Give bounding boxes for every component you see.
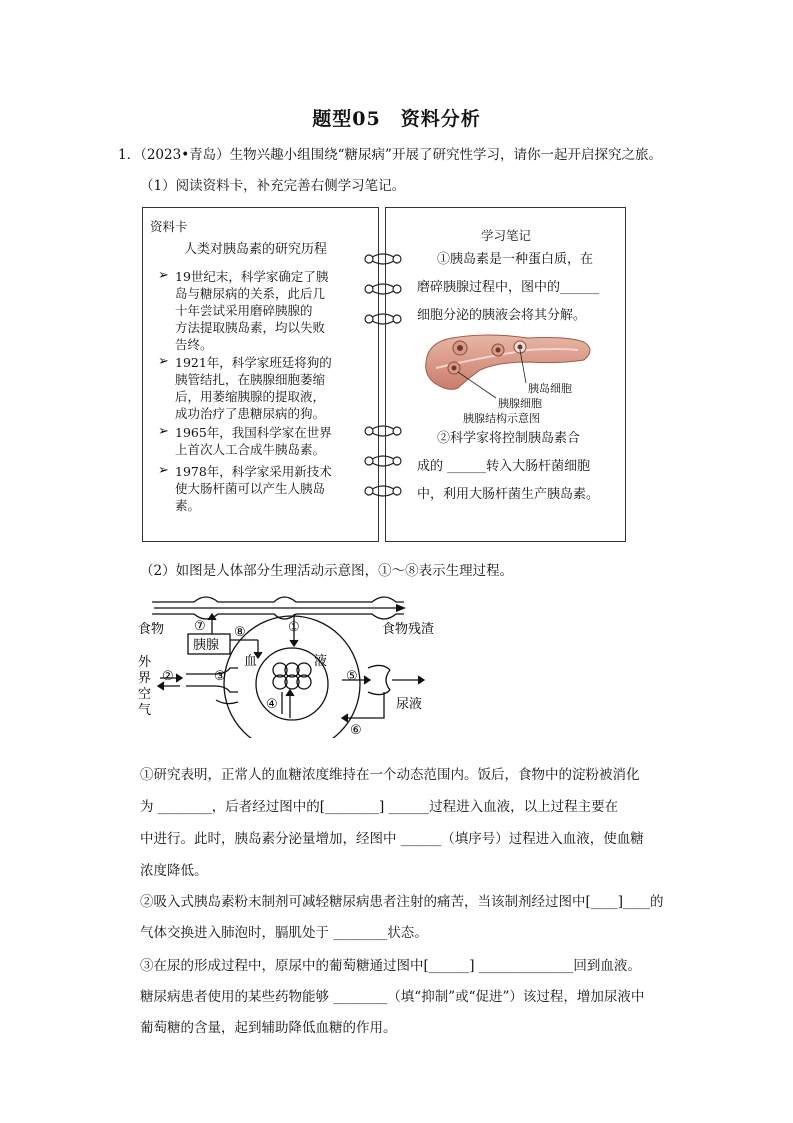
- data-card-item-line: 19世纪末，科学家确定了胰: [175, 269, 329, 284]
- bullet-icon: ➢: [158, 424, 169, 439]
- binder-rings: [355, 245, 415, 505]
- notes-line-2: 磨碎胰腺过程中，图中的______: [417, 280, 600, 295]
- ring: [365, 314, 401, 324]
- answer-line-8: 糖尿病患者使用的某些药物能够 ________（填“抑制”或“促进”）该过程，增加尿液中: [140, 989, 645, 1005]
- data-card-item-line: 1921年，科学家班廷将狗的: [175, 355, 332, 370]
- blood-label-2: 液: [314, 654, 328, 669]
- process-6: ⑥: [350, 723, 362, 738]
- study-notes-header: 学习笔记: [481, 228, 532, 243]
- food-label: 食物: [138, 622, 165, 637]
- bullet-icon: ➢: [158, 268, 169, 283]
- page-title: 题型05 资料分析: [312, 108, 481, 130]
- notes-line-1: ①胰岛素是一种蛋白质，在: [437, 252, 594, 267]
- pancreas-caption: 胰腺结构示意图: [463, 412, 540, 425]
- ring: [365, 254, 401, 264]
- data-card-item-line: 成功治疗了患糖尿病的狗。: [175, 406, 326, 421]
- data-card-item-line: 上首次人工合成牛胰岛素。: [175, 442, 326, 457]
- ring: [365, 426, 401, 436]
- answer-line-9: 葡萄糖的含量，起到辅助降低血糖的作用。: [140, 1020, 397, 1036]
- data-card-item-line: 方法提取胰岛素，均以失败: [175, 320, 326, 335]
- bullet-icon: ➢: [158, 463, 169, 478]
- outside-air-2: 界: [138, 671, 152, 686]
- data-card-item-line: 1965年，我国科学家在世界: [175, 425, 332, 440]
- part1-prompt: （1）阅读资料卡，补充完善右侧学习笔记。: [140, 178, 406, 194]
- data-card-item-line: 岛与糖尿病的关系，此后几: [175, 286, 326, 301]
- label-islet-cells: 胰岛细胞: [528, 382, 572, 395]
- pancreas-label: 胰腺: [193, 638, 220, 653]
- process-7: ⑦: [194, 619, 206, 634]
- label-pancreas-cells: 胰腺细胞: [498, 397, 542, 410]
- process-4: ④: [266, 697, 278, 712]
- notes-line-3: 细胞分泌的胰液会将其分解。: [417, 308, 587, 323]
- data-card-item-line: 告终。: [175, 337, 213, 352]
- outside-air-4: 气: [138, 703, 152, 718]
- answer-line-2: 为 ________，后者经过图中的[________] ______过程进入血液，以上过程主要在: [140, 799, 619, 815]
- data-card-heading: 人类对胰岛素的研究历程: [184, 242, 328, 257]
- data-card-item-line: 后，用萎缩胰腺的提取液，: [175, 389, 326, 404]
- ring: [365, 486, 401, 496]
- process-3: ③: [214, 669, 226, 684]
- data-card-header: 资料卡: [150, 219, 188, 234]
- notes-line-5: 成的 ______转入大肠杆菌细胞: [417, 459, 591, 474]
- process-5: ⑤: [346, 669, 358, 684]
- urine-label: 尿液: [396, 697, 423, 712]
- answer-line-5: ②吸入式胰岛素粉末制剂可减轻糖尿病患者注射的痛苦，当该制剂经过图中[____]____的: [140, 894, 664, 910]
- answer-line-7: ③在尿的形成过程中，原尿中的葡萄糖通过图中[______] ______________回到血液。: [140, 958, 641, 974]
- ring: [365, 456, 401, 466]
- bullet-icon: ➢: [158, 354, 169, 369]
- question-stem: 1．（2023•青岛）生物兴趣小组围绕“糖尿病”开展了研究性学习，请你一起开启探究之旅。: [118, 147, 662, 163]
- notes-line-4: ②科学家将控制胰岛素合: [437, 431, 581, 446]
- answer-line-6: 气体交换进入肺泡时，膈肌处于 ________状态。: [140, 925, 428, 941]
- outside-air-1: 外: [138, 655, 152, 670]
- part2-prompt: （2）如图是人体部分生理活动示意图，①～⑧表示生理过程。: [140, 563, 514, 579]
- outside-air-3: 空: [138, 687, 152, 702]
- process-1: ①: [288, 620, 300, 635]
- data-card-item-line: 使大肠杆菌可以产生人胰岛: [175, 481, 326, 496]
- ring: [365, 284, 401, 294]
- residue-label: 食物残渣: [382, 622, 435, 637]
- blood-label-1: 血: [244, 654, 258, 669]
- notes-line-6: 中，利用大肠杆菌生产胰岛素。: [417, 487, 600, 502]
- process-8: ⑧: [234, 625, 246, 640]
- answer-line-4: 浓度降低。: [140, 863, 208, 879]
- data-card-item-line: 胰管结扎，在胰腺细胞萎缩: [175, 372, 326, 387]
- data-card-item-line: 1978年，科学家采用新技术: [175, 464, 332, 479]
- physiology-diagram: [134, 588, 454, 738]
- process-2: ②: [162, 669, 174, 684]
- data-card-item-line: 十年尝试采用磨碎胰腺的: [175, 303, 313, 318]
- answer-line-1: ①研究表明，正常人的血糖浓度维持在一个动态范围内。饭后，食物中的淀粉被消化: [140, 767, 640, 783]
- data-card-item-line: 素。: [175, 498, 201, 513]
- answer-line-3: 中进行。此时，胰岛素分泌量增加，经图中 ______（填序号）过程进入血液，使血糖: [140, 831, 644, 847]
